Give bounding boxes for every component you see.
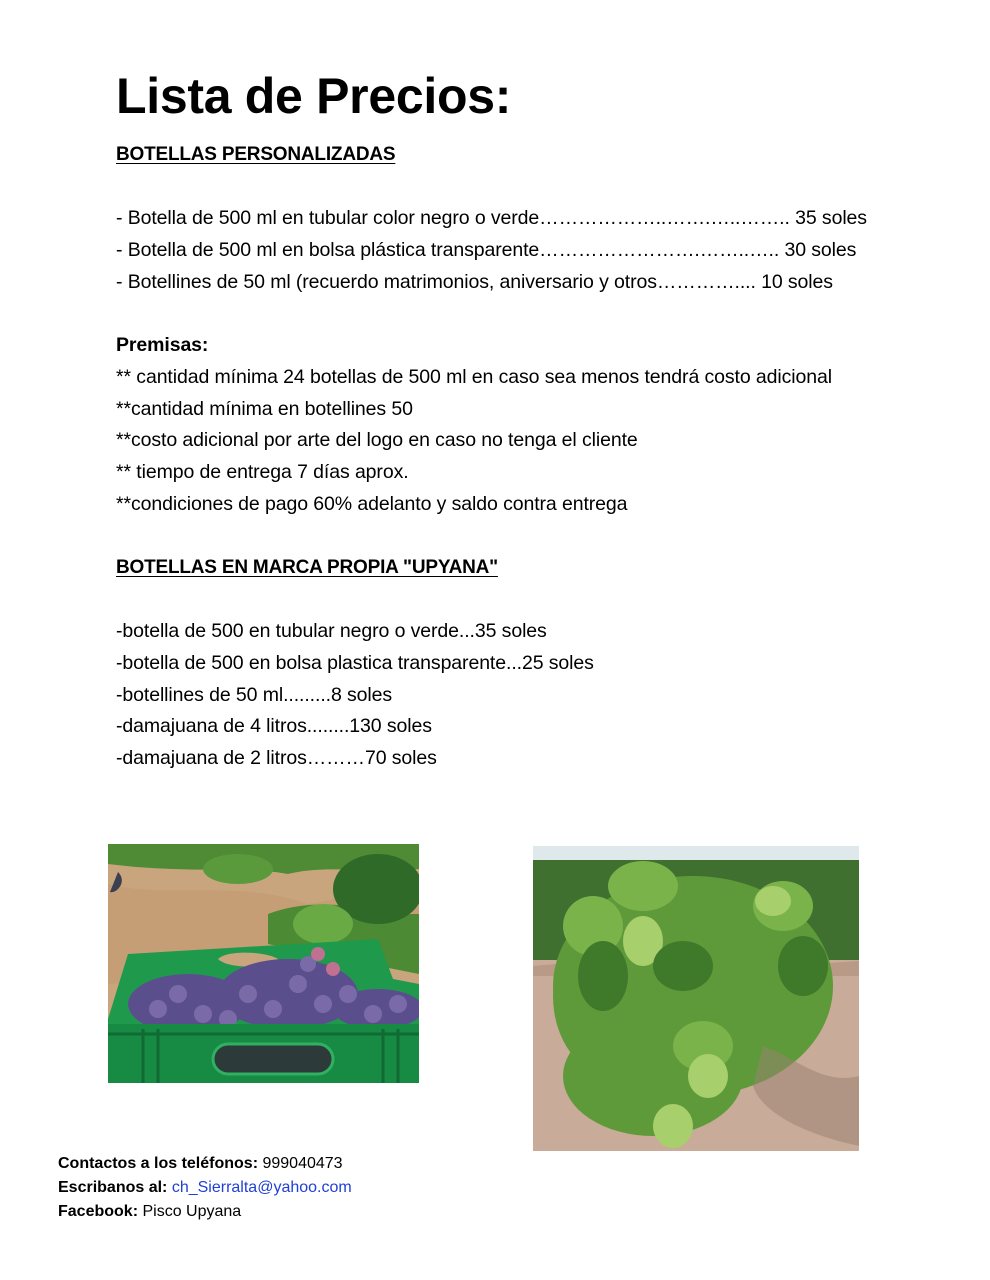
email-link[interactable]: ch_Sierralta@yahoo.com — [171, 1179, 352, 1196]
section-heading-personalized: BOTELLAS PERSONALIZADAS — [116, 144, 396, 165]
grapes-in-green-crate-photo — [108, 844, 419, 1083]
contact-email — [58, 1178, 352, 1198]
section-heading-premises: Premisas: — [116, 334, 209, 356]
premise-item: **costo adicional por arte del logo en caso no tenga el cliente — [116, 429, 638, 451]
contact-facebook — [58, 1202, 241, 1222]
premise-item: **cantidad mínima en botellines 50 — [116, 398, 413, 420]
price-item: -damajuana de 4 litros........130 soles — [116, 715, 432, 737]
price-item: -damajuana de 2 litros………70 soles — [116, 747, 437, 769]
email-label: Escribanos al: — [58, 1179, 168, 1196]
phone-label: Contactos a los teléfonos: — [58, 1155, 259, 1172]
price-item: -botellines de 50 ml.........8 soles — [116, 684, 393, 706]
price-item: - Botellines de 50 ml (recuerdo matrimonios, aniversario y otros………….... 10 soles — [116, 271, 833, 293]
price-item: -botella de 500 en tubular negro o verde...35 soles — [116, 620, 547, 642]
grape-vine-photo — [533, 846, 859, 1151]
premise-item: ** cantidad mínima 24 botellas de 500 ml en caso sea menos tendrá costo adicional — [116, 366, 833, 388]
price-item: - Botella de 500 ml en tubular color negro o verde………………..…….…..…….. 35 soles — [116, 207, 867, 229]
facebook-label: Facebook: — [58, 1203, 139, 1220]
premise-item: **condiciones de pago 60% adelanto y saldo contra entrega — [116, 493, 628, 515]
price-item: -botella de 500 en bolsa plastica transparente...25 soles — [116, 652, 594, 674]
page-title: Lista de Precios: — [116, 68, 512, 124]
premise-item: ** tiempo de entrega 7 días aprox. — [116, 461, 409, 483]
price-item: - Botella de 500 ml en bolsa plástica transparente…………………….……..….. 30 soles — [116, 239, 857, 261]
section-heading-own-brand: BOTELLAS EN MARCA PROPIA "UPYANA" — [116, 557, 498, 578]
facebook-value: Pisco Upyana — [138, 1203, 242, 1220]
phone-value: 999040473 — [258, 1155, 343, 1172]
contact-phone — [58, 1154, 343, 1174]
